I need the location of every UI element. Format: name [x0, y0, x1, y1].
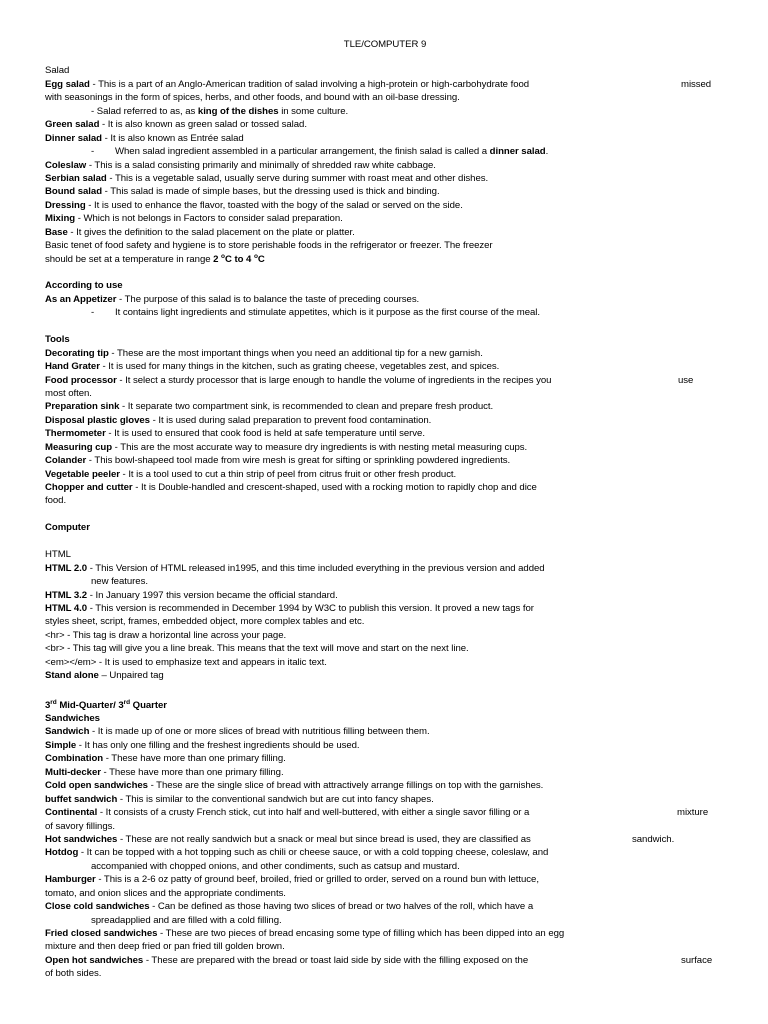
- definition: - Can be defined as those having two slices of bread or two halves of the roll, which have a: [149, 901, 534, 913]
- definition: - This is a salad consisting primarily and minimally of shredded raw white cabbage.: [86, 159, 436, 171]
- term: Hot sandwiches: [45, 833, 118, 845]
- term: Fried closed sandwiches: [45, 928, 158, 940]
- temperature-range: [213, 254, 265, 265]
- entry-food-processor: [45, 374, 725, 387]
- temp-low: 2: [213, 253, 222, 265]
- entry-decorating-tip: [45, 347, 725, 360]
- entry-egg-salad-cont: with seasonings in the form of spices, herbs, and other foods, and bound with an oil-base dressing.: [45, 92, 460, 104]
- heading-text: Computer: [45, 522, 90, 534]
- entry-egg-salad-sub: [45, 105, 725, 118]
- entry-html-4: [45, 602, 725, 615]
- definition: - These are prepared with the bread or toast laid side by side with the filling exposed on the: [143, 954, 529, 966]
- bullet-dash: -: [91, 307, 95, 319]
- heading-text: Tools: [45, 334, 70, 346]
- section-heading-computer: [45, 521, 725, 534]
- entry-open-hot: [45, 954, 725, 967]
- temp-unit: C: [257, 253, 265, 265]
- definition: - It is made up of one or more slices of bread with nutritious filling between them.: [89, 726, 430, 738]
- term: Vegetable peeler: [45, 468, 120, 480]
- term: buffet sandwich: [45, 793, 118, 805]
- term: Chopper and cutter: [45, 482, 133, 494]
- definition: - It is also known as Entrée salad: [101, 132, 244, 144]
- definition: - These have more than one primary filling.: [100, 766, 284, 778]
- entry-close-cold-cont: spreadapplied and are filled with a cold filling.: [91, 914, 282, 926]
- definition: - This bowl-shapeed tool made from wire mesh is great for sifting or sprinkling powdered ingredients.: [86, 455, 511, 467]
- entry-fried-closed-cont: mixture and then deep fried or pan fried till golden brown.: [45, 941, 285, 953]
- entry-simple: [45, 739, 725, 752]
- entry-continental-cont: of savory fillings.: [45, 820, 115, 832]
- line-tail: use: [678, 374, 694, 386]
- term: Cold open sandwiches: [45, 780, 148, 792]
- page-title: TLE/COMPUTER 9: [343, 39, 427, 50]
- term: Serbian salad: [45, 172, 107, 184]
- entry-chopper-cutter-cont: food.: [45, 495, 67, 507]
- entry-hotdog-cont: accompanied with chopped onions, and other condiments, such as catsup and mustard.: [91, 860, 460, 872]
- definition: - This is a vegetable salad, usually serve during summer with roast meat and other dishes.: [106, 172, 489, 184]
- definition: - It is Double-handled and crescent-shaped, used with a rocking motion to rapidly chop and dice: [132, 482, 537, 494]
- ordinal-suffix: rd: [50, 698, 57, 706]
- term: Close cold sandwiches: [45, 901, 150, 913]
- definition: - These are not really sandwich but a snack or meal but since bread is used, they are classified as: [117, 833, 531, 845]
- entry-hamburger: [45, 873, 725, 886]
- entry-coleslaw: [45, 159, 725, 172]
- definition: - The purpose of this salad is to balance the taste of preceding courses.: [116, 293, 420, 305]
- term: Stand alone: [45, 670, 99, 682]
- term: Dressing: [45, 199, 86, 211]
- term: As an Appetizer: [45, 293, 117, 305]
- section-heading-tools: [45, 333, 725, 346]
- entry-hotdog: [45, 846, 725, 859]
- entry-colander: [45, 454, 725, 467]
- entry-hand-grater: [45, 360, 725, 373]
- entry-html-4-cont: styles sheet, script, frames, embedded object, more complex tables and etc.: [45, 616, 365, 628]
- definition: - This salad is made of simple bases, but the dressing used is thick and binding.: [102, 186, 440, 198]
- term: Disposal plastic gloves: [45, 414, 150, 426]
- spacer: [45, 535, 725, 548]
- sub-emphasis: dinner salad: [489, 146, 546, 158]
- entry-mixing: [45, 212, 725, 225]
- term: Hotdog: [45, 847, 79, 859]
- term: Hamburger: [45, 874, 96, 886]
- section-heading-salad: Salad: [45, 65, 70, 77]
- entry-buffet: [45, 793, 725, 806]
- entry-fried-closed: [45, 927, 725, 940]
- bullet-dash: -: [91, 146, 95, 158]
- term: Open hot sandwiches: [45, 954, 144, 966]
- term: Combination: [45, 753, 104, 765]
- definition: - These are the most important things when you need an additional tip for a new garnish.: [108, 347, 483, 359]
- definition: - It is used for many things in the kitchen, such as grating cheese, vegetables zest, and spices.: [99, 361, 500, 373]
- heading-end: Quarter: [130, 699, 167, 711]
- text: should be set at a temperature in range: [45, 253, 214, 265]
- heading-text: Sandwiches: [45, 713, 100, 725]
- degree-sign: o: [221, 252, 225, 260]
- definition: - It select a sturdy processor that is large enough to handle the volume of ingredients in the recipes you: [116, 374, 552, 386]
- subheading-sandwiches: [45, 712, 725, 725]
- definition: - This is a 2-6 oz patty of ground beef, broiled, fried or grilled to order, served on a round bun with lettuce,: [95, 874, 539, 886]
- entry-stand-alone: [45, 669, 725, 682]
- entry-cold-open: [45, 779, 725, 792]
- tag: <hr>: [45, 629, 65, 641]
- sub-text: When salad ingredient assembled in a particular arrangement, the finish salad is called a: [115, 146, 490, 158]
- paragraph-food-safety-1: Basic tenet of food safety and hygiene is to store perishable foods in the refrigerator or freezer. The freezer: [45, 240, 493, 252]
- definition: – Unpaired tag: [98, 670, 164, 682]
- entry-hamburger-cont: tomato, and onion slices and the appropriate condiments.: [45, 887, 286, 899]
- definition: - It is used to ensured that cook food is held at safe temperature until serve.: [105, 428, 425, 440]
- term: HTML 2.0: [45, 562, 88, 574]
- definition: - These have more than one primary filling.: [103, 753, 286, 765]
- definition: - This tag will give you a line break. This means that the text will move and start on the next line.: [64, 643, 469, 655]
- section-heading-quarter: [45, 699, 725, 712]
- definition: - These are the single slice of bread with attractively arrange fillings on top with the garnishes.: [147, 780, 544, 792]
- heading-middle: Mid-Quarter/ 3: [56, 699, 124, 711]
- term: Egg salad: [45, 78, 90, 90]
- entry-vegetable-peeler: [45, 468, 725, 481]
- entry-close-cold: [45, 900, 725, 913]
- entry-combination: [45, 752, 725, 765]
- definition: - It separate two compartment sink, is recommended to clean and prepare fresh product.: [119, 401, 494, 413]
- ordinal-suffix: rd: [123, 698, 131, 706]
- entry-egg-salad: [45, 78, 725, 91]
- definition: - These are two pieces of bread encasing some type of filling which has been dipped into an egg: [157, 928, 565, 940]
- entry-hr-tag: [45, 629, 725, 642]
- entry-plastic-gloves: [45, 414, 725, 427]
- definition: - In January 1997 this version became the official standard.: [87, 589, 338, 601]
- definition: - This are the most accurate way to measure dry ingredients is with nesting metal measuring cups.: [112, 441, 528, 453]
- line-tail: mixture: [677, 807, 709, 819]
- section-heading-according: [45, 279, 725, 292]
- definition: - It is used during salad preparation to prevent food contamination.: [149, 414, 432, 426]
- section-heading-html: HTML: [45, 549, 71, 561]
- term: Hand Grater: [45, 361, 100, 373]
- term: Continental: [45, 807, 98, 819]
- line-tail: missed: [681, 78, 712, 90]
- sub-text: - Salad referred to as, as: [91, 105, 198, 117]
- sub-text-end: .: [545, 146, 549, 158]
- entry-continental: [45, 806, 725, 819]
- term: Sandwich: [45, 726, 90, 738]
- line-tail: surface: [681, 954, 713, 966]
- definition: - This is a part of an Anglo-American tradition of salad involving a high-protein or high-carbohydrate food: [89, 78, 530, 90]
- entry-em-tag: [45, 656, 725, 669]
- term: Measuring cup: [45, 441, 113, 453]
- definition: - It is used to emphasize text and appears in italic text.: [96, 656, 327, 668]
- entry-food-processor-cont: most often.: [45, 387, 92, 399]
- definition: - It has only one filling and the freshest ingredients should be used.: [76, 739, 360, 751]
- entry-green-salad: [45, 118, 725, 131]
- entry-appetizer-sub: [45, 306, 725, 319]
- entry-serbian-salad: [45, 172, 725, 185]
- definition: - This tag is draw a horizontal line across your page.: [64, 629, 287, 641]
- entry-br-tag: [45, 642, 725, 655]
- spacer: [45, 320, 725, 333]
- term: Base: [45, 226, 68, 238]
- entry-base: [45, 226, 725, 239]
- spacer: [45, 266, 725, 279]
- entry-html-2: [45, 562, 725, 575]
- entry-html-3-2: [45, 589, 725, 602]
- heading-text: According to use: [45, 280, 123, 292]
- entry-dressing: [45, 199, 725, 212]
- spacer: [45, 683, 725, 699]
- term: Green salad: [45, 119, 100, 131]
- entry-chopper-cutter: [45, 481, 725, 494]
- entry-measuring-cup: [45, 441, 725, 454]
- degree-sign: o: [253, 252, 258, 260]
- entry-dinner-salad: [45, 132, 725, 145]
- ordinal-number: 3: [45, 699, 51, 711]
- entry-dinner-salad-sub: [45, 145, 725, 158]
- entry-open-hot-cont: of both sides.: [45, 968, 102, 980]
- definition: - It gives the definition to the salad placement on the plate or platter.: [67, 226, 355, 238]
- entry-sandwich: [45, 725, 725, 738]
- definition: - It consists of a crusty French stick, cut into half and well-buttered, with either a single savor filling or a: [97, 807, 530, 819]
- definition: - It is used to enhance the flavor, toasted with the bogy of the salad or served on the side.: [85, 199, 463, 211]
- term: Dinner salad: [45, 132, 102, 144]
- definition: - This version is recommended in December 1994 by W3C to publish this version. It proved a new tags for: [87, 602, 534, 614]
- entry-preparation-sink: [45, 400, 725, 413]
- term: Coleslaw: [45, 159, 87, 171]
- entry-thermometer: [45, 427, 725, 440]
- heading-text: [45, 700, 167, 711]
- entry-html-2-cont: new features.: [91, 576, 148, 588]
- definition: - This is similar to the conventional sandwich but are cut into fancy shapes.: [117, 793, 434, 805]
- term: Decorating tip: [45, 347, 109, 359]
- term: HTML 4.0: [45, 602, 88, 614]
- sub-text: It contains light ingredients and stimulate appetites, which is it purpose as the first course of the meal.: [115, 307, 540, 319]
- term: HTML 3.2: [45, 589, 88, 601]
- term: Multi-decker: [45, 766, 101, 778]
- term: Colander: [45, 455, 87, 467]
- definition: - It is also known as green salad or tossed salad.: [99, 119, 307, 131]
- term: Bound salad: [45, 186, 103, 198]
- term: Preparation sink: [45, 401, 120, 413]
- definition: - It is a tool used to cut a thin strip of peel from citrus fruit or other fresh product.: [119, 468, 457, 480]
- term: Thermometer: [45, 428, 106, 440]
- entry-bound-salad: [45, 185, 725, 198]
- sub-text-end: in some culture.: [278, 105, 349, 117]
- entry-multi-decker: [45, 766, 725, 779]
- term: Food processor: [45, 374, 117, 386]
- line-tail: sandwich.: [632, 833, 675, 845]
- paragraph-food-safety-2: [45, 253, 725, 266]
- entry-appetizer: [45, 293, 725, 306]
- definition: - It can be topped with a hot topping such as chili or cheese sauce, or with a cold topping cheese, coleslaw, and: [78, 847, 549, 859]
- sub-emphasis: king of the dishes: [197, 105, 279, 117]
- entry-hot-sandwiches: [45, 833, 725, 846]
- definition: - This Version of HTML released in1995, and this time included everything in the previous version and added: [87, 562, 545, 574]
- tag: <em></em>: [45, 656, 97, 668]
- temp-high: C to 4: [224, 253, 254, 265]
- document-page: [45, 38, 725, 981]
- spacer: [45, 508, 725, 521]
- term: Mixing: [45, 213, 76, 225]
- definition: - Which is not belongs in Factors to consider salad preparation.: [75, 213, 343, 225]
- term: Simple: [45, 739, 77, 751]
- tag: <br>: [45, 643, 65, 655]
